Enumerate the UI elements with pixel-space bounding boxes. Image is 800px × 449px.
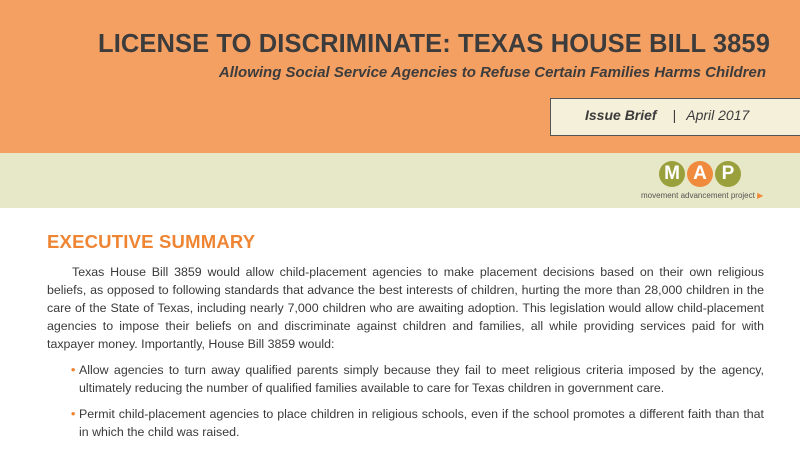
bullet-list bbox=[47, 361, 764, 441]
bullet-text: Allow agencies to turn away qualified parents simply because they fail to meet religious criteria imposed by the agency, ultimately reducing the number of qualified families available to care for Texas children in government care. bbox=[79, 363, 764, 395]
bullet-item bbox=[47, 361, 764, 397]
document-title: LICENSE TO DISCRIMINATE: TEXAS HOUSE BILL 3859 bbox=[98, 30, 770, 58]
bullet-dot-icon: • bbox=[71, 363, 76, 377]
triangle-right-icon: ▶ bbox=[757, 191, 764, 200]
map-logo-letters bbox=[659, 161, 743, 187]
logo-tagline-text: movement advancement project bbox=[641, 191, 755, 200]
brief-separator: | bbox=[672, 107, 677, 123]
summary-paragraph: Texas House Bill 3859 would allow child-placement agencies to make placement decisions based on their own religious beliefs, as opposed to following standards that advance the best interests of children, hurting the more than 28,000 children in the care of the State of Texas, including nearly 7,000 children who are awaiting adoption. This legislation would allow child-placement agencies to impose their beliefs on and discriminate against children and families, all while providing services paid for with taxpayer money. Importantly, House Bill 3859 would: bbox=[47, 265, 764, 351]
logo-letter-a: A bbox=[687, 161, 713, 187]
issue-brief-label bbox=[585, 107, 749, 123]
map-logo bbox=[641, 161, 771, 203]
logo-letter-p: P bbox=[715, 161, 741, 187]
bullet-dot-icon: • bbox=[71, 407, 76, 421]
logo-tagline bbox=[641, 191, 763, 200]
document-subtitle: Allowing Social Service Agencies to Refuse Certain Families Harms Children bbox=[218, 64, 766, 81]
header-band bbox=[0, 0, 800, 153]
brief-type: Issue Brief bbox=[585, 107, 657, 123]
bullet-text: Permit child-placement agencies to place children in religious schools, even if the school promotes a different faith than that in which the child was raised. bbox=[79, 407, 764, 439]
section-heading: EXECUTIVE SUMMARY bbox=[47, 231, 256, 252]
logo-letter-m: M bbox=[659, 161, 685, 187]
main-content bbox=[47, 231, 764, 449]
brief-date: April 2017 bbox=[686, 107, 750, 123]
bullet-item bbox=[47, 405, 764, 441]
issue-brief-tab bbox=[550, 98, 800, 136]
